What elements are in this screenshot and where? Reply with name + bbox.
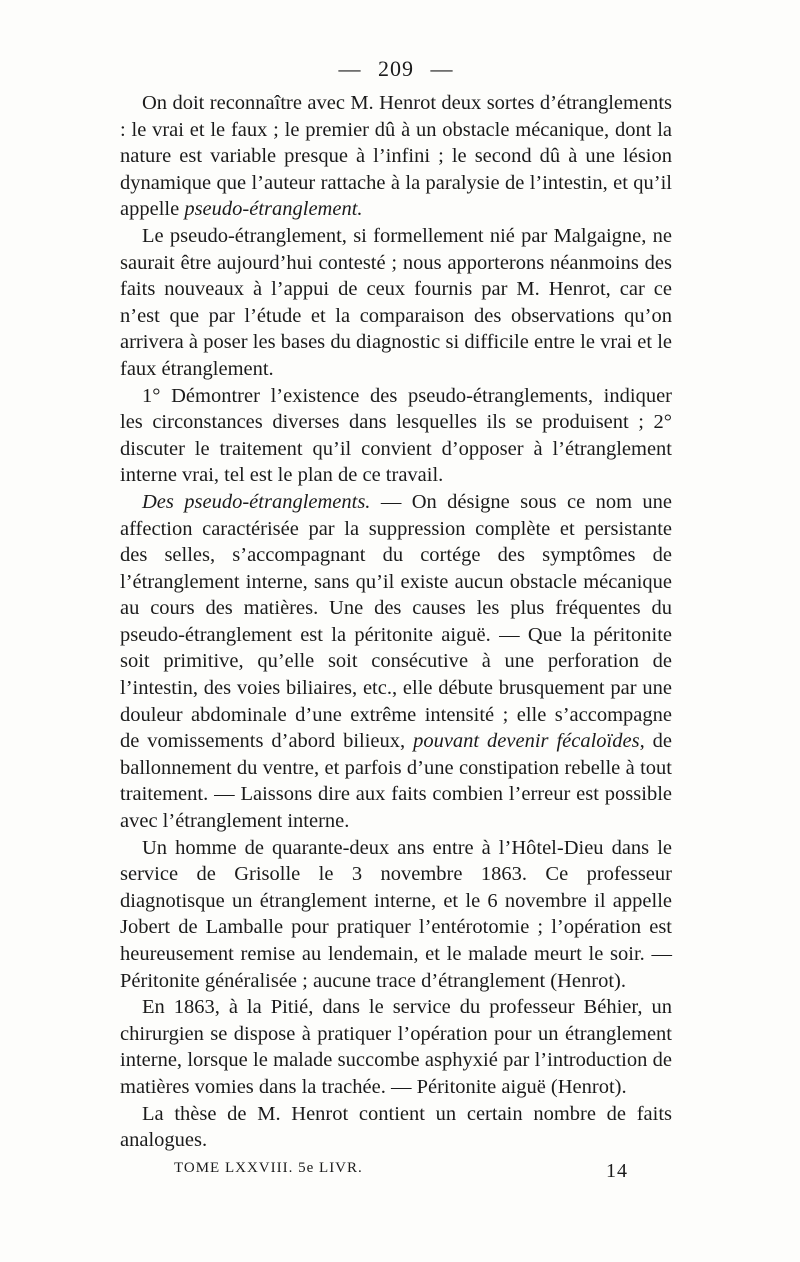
paragraph-3: 1° Démontrer l’existence des pseudo-étranglements, indiquer les circonstances diverses dans lesquelles ils se produisent ; 2° discuter le traitement qu’il convient d’opposer à l’étranglement interne vrai, tel est le plan de ce travail. [120, 384, 672, 487]
paragraph-6: En 1863, à la Pitié, dans le service du professeur Béhier, un chirurgien se dispose à pratiquer l’opération pour un étranglement interne, lorsque le malade succombe asphyxié par l’introduction de matières vomies dans la trachée. — Péritonite aiguë (Henrot). [120, 996, 672, 1098]
page [120, 56, 672, 1183]
page-footer [120, 1160, 672, 1183]
section-heading: Des pseudo-étranglements. [142, 490, 371, 513]
paragraph-1: On doit reconnaître avec M. Henrot deux sortes d’étranglements : le vrai et le faux ; le premier dû à un obstacle mécanique, dont la nature est variable presque à l’infini ; le second dû à une lésion dynamique que l’auteur rattache à la paralysie de l’intestin, et qu’il appelle pseudo-étranglement. [120, 92, 672, 221]
signature-mark: TOME LXXVIII. 5e LIVR. [174, 1159, 363, 1176]
sheet-number: 14 [606, 1159, 628, 1182]
italic-term: pseudo-étranglement. [184, 198, 363, 221]
paragraph-7: La thèse de M. Henrot contient un certain nombre de faits analogues. [120, 1102, 672, 1152]
paragraph-5: Un homme de quarante-deux ans entre à l’Hôtel-Dieu dans le service de Grisolle le 3 novembre 1863. Ce professeur diagnotisque un étranglement interne, et le 6 novembre il appelle Jobert de Lamballe pour pratiquer l’entérotomie ; l’opération est heureusement remise au lendemain, et le malade meurt le soir. — Péritonite généralisée ; aucune trace d’étranglement (Henrot). [120, 836, 672, 992]
page-number: — 209 — [338, 56, 454, 81]
page-number-value: 209 [378, 56, 414, 81]
paragraph-4: Des pseudo-étranglements. — On désigne sous ce nom une affection caractérisée par la suppression complète et persistante des selles, s’accompagnant du cortége des symptômes de l’étranglement interne, sans qu’il existe aucun obstacle mécanique au cours des matières. Une des causes les plus fréquentes du pseudo-étranglement est la péritonite aiguë. — Que la péritonite soit primitive, qu’elle soit consécutive à une perforation de l’intestin, des voies biliaires, etc., elle débute brusquement par une douleur abdominale d’une extrême intensité ; elle s’accompagne de vomissements d’abord bilieux, pouvant devenir fécaloïdes, de ballonnement du ventre, et parfois d’une constipation rebelle à tout traitement. — Laissons dire aux faits combien l’erreur est possible avec l’étranglement interne. [120, 490, 672, 833]
paragraph-2: Le pseudo-étranglement, si formellement nié par Malgaigne, ne saurait être aujourd’hui contesté ; nous apporterons néanmoins des faits nouveaux à l’appui de ceux fournis par M. Henrot, car ce n’est que par l’étude et la comparaison des observations qu’on arrivera à poser les bases du diagnostic si difficile entre le vrai et le faux étranglement. [120, 224, 672, 380]
italic-term: pouvant devenir fécaloïdes, [413, 730, 645, 753]
